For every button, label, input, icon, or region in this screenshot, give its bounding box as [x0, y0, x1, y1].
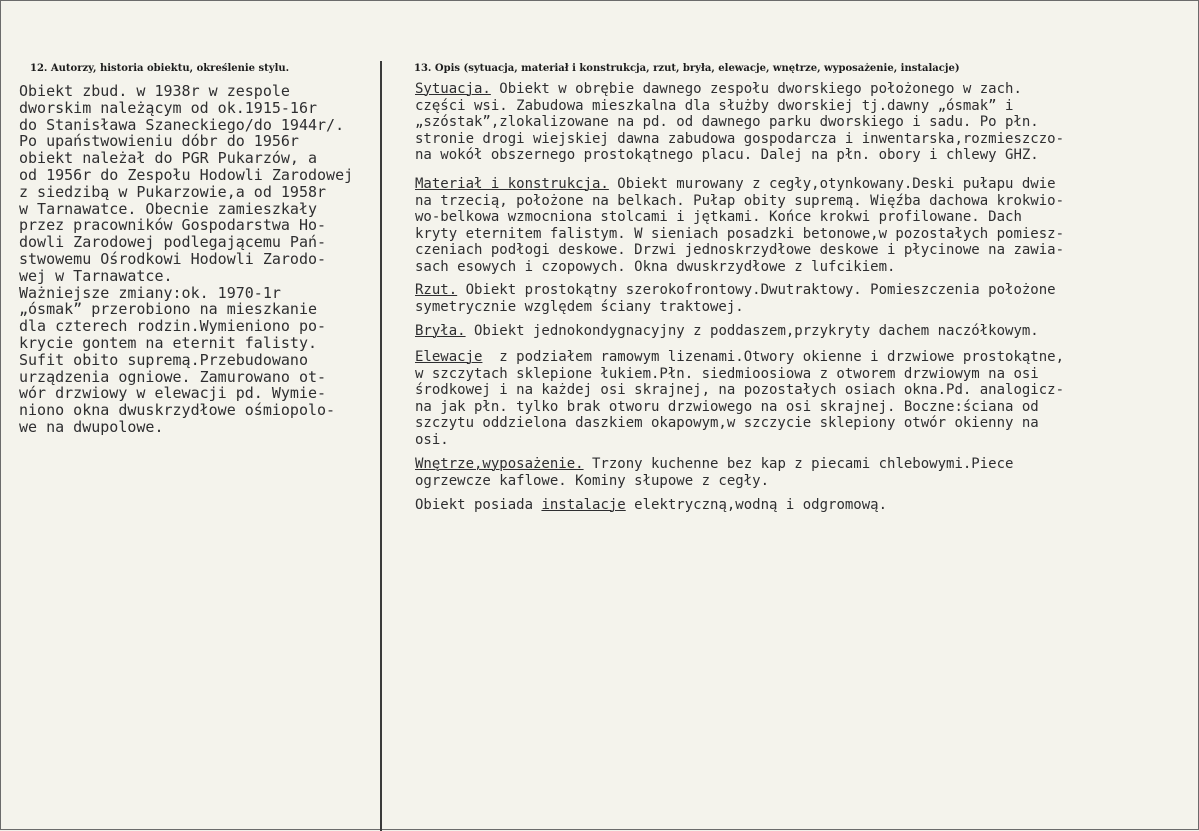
- section-heading: Wnętrze,wyposażenie.: [415, 456, 584, 472]
- section-line: elektryczną,wodną i odgromową.: [625, 497, 888, 513]
- section-line: „szóstak”,zlokalizowane na pd. od dawnego parku dworskiego i sadu. Po płn.: [415, 114, 1039, 131]
- section-heading: Elewacje: [415, 349, 483, 365]
- section-line: na jak płn. tylko brak otworu drzwiowego na osi skrajnej. Boczne:ściana od: [415, 398, 1039, 415]
- section-line: osi.: [415, 431, 449, 448]
- section-line: sach esowych i czopowych. Okna dwuskrzydłowe z lufcikiem.: [415, 258, 896, 275]
- section-heading: Sytuacja.: [415, 81, 491, 97]
- section-elewacje: [415, 349, 1064, 449]
- history-text: Obiekt zbud. w 1938r w zespole dworskim należącym od ok.1915-16r do Stanisława Szaneckiego/do 1944r/. Po upaństwowieniu dóbr do 1956r obiekt należał do PGR Pukarzów, a od 1956r do Zespołu Hodowli Zarodowej z siedzibą w Pukarzowie,a od 1958r w Tarnawatce. Obecnie zamieszkały przez pracowników Gospodarstwa Ho- dowli Zarodowej podlegającemu Pań- stwowemu Ośrodkowi Hodowli Zarodo- wej w Tarnawatce. Ważniejsze zmiany:ok. 1970-1r „ósmak” przerobiono na mieszkanie dla czterech rodzin.Wymieniono po- krycie gontem na eternit falisty. Sufit obito supremą.Przebudowano urządzenia ogniowe. Zamurowano ot- wór drzwiowy w elewacji pd. Wymie- niono okna dwuskrzydłowe ośmiopolo- we na dwupolowe.: [19, 82, 354, 436]
- section-heading: Materiał i konstrukcja.: [415, 176, 609, 192]
- section-line: środkowej i na każdej osi skrajnej, na pozostałych osiach okna.Pd. analogicz-: [415, 382, 1065, 399]
- section-heading: instalacje: [541, 497, 626, 513]
- section-instalacje: [415, 497, 887, 514]
- section-prefix: Obiekt posiada: [415, 497, 542, 513]
- section-line: symetrycznie względem ściany traktowej.: [415, 298, 744, 315]
- section-line: na wokół obszernego prostokątnego placu. Dalej na płn. obory i chlewy GHZ.: [415, 147, 1039, 164]
- section-line: na trzecią, położone na belkach. Pułap obity supremą. Więźba dachowa krokwio-: [415, 192, 1065, 209]
- section-line: Trzony kuchenne bez kap z piecami chlebowymi.Piece: [583, 456, 1014, 472]
- section-line: stronie drogi wiejskiej dawna zabudowa gospodarcza i inwentarska,rozmieszczo-: [415, 130, 1065, 147]
- section-line: kryty eternitem falistym. W sieniach posadzki betonowe,w pozostałych pomiesz-: [415, 225, 1065, 242]
- section-line: Obiekt prostokątny szerokofrontowy.Dwutraktowy. Pomieszczenia położone: [457, 282, 1056, 298]
- section-material: [415, 176, 1064, 276]
- left-column-header: 12. Autorzy, historia obiektu, określenie stylu.: [30, 63, 290, 74]
- section-line: czeniach podłogi deskowe. Drzwi jednoskrzydłowe deskowe i płycinowe na zawia-: [415, 242, 1065, 259]
- section-line: Obiekt w obrębie dawnego zespołu dworskiego położonego w zach.: [490, 81, 1022, 97]
- section-line: w szczytach sklepione łukiem.Płn. siedmioosiowa z otworem drzwiowym na osi: [415, 365, 1039, 382]
- section-line: wo-belkowa wzmocniona stolcami i jętkami. Końce krokwi profilowane. Dach: [415, 209, 1022, 226]
- section-heading: Rzut.: [415, 282, 458, 298]
- section-line: Obiekt murowany z cegły,otynkowany.Deski pułapu dwie: [608, 176, 1056, 192]
- section-line: szczytu oddzielona daszkiem okapowym,w szczycie sklepiony otwór okienny na: [415, 415, 1039, 432]
- section-line: części wsi. Zabudowa mieszkalna dla służby dworskiej tj.dawny „ósmak” i: [415, 97, 1014, 114]
- section-heading: Bryła.: [415, 323, 466, 339]
- section-line: z podziałem ramowym lizenami.Otwory okienne i drzwiowe prostokątne,: [482, 349, 1065, 365]
- section-bryla: [415, 323, 1039, 340]
- column-divider: [380, 61, 382, 831]
- section-line: Obiekt jednokondygnacyjny z poddaszem,przykryty dachem naczółkowym.: [465, 323, 1039, 339]
- section-wnetrze: [415, 456, 1013, 489]
- section-line: ogrzewcze kaflowe. Kominy słupowe z cegły.: [415, 472, 770, 489]
- section-rzut: [415, 282, 1056, 315]
- section-sytuacja: [415, 81, 1064, 164]
- right-column-header: 13. Opis (sytuacja, materiał i konstrukcja, rzut, bryła, elewacje, wnętrze, wyposażenie, instalacje): [414, 63, 960, 74]
